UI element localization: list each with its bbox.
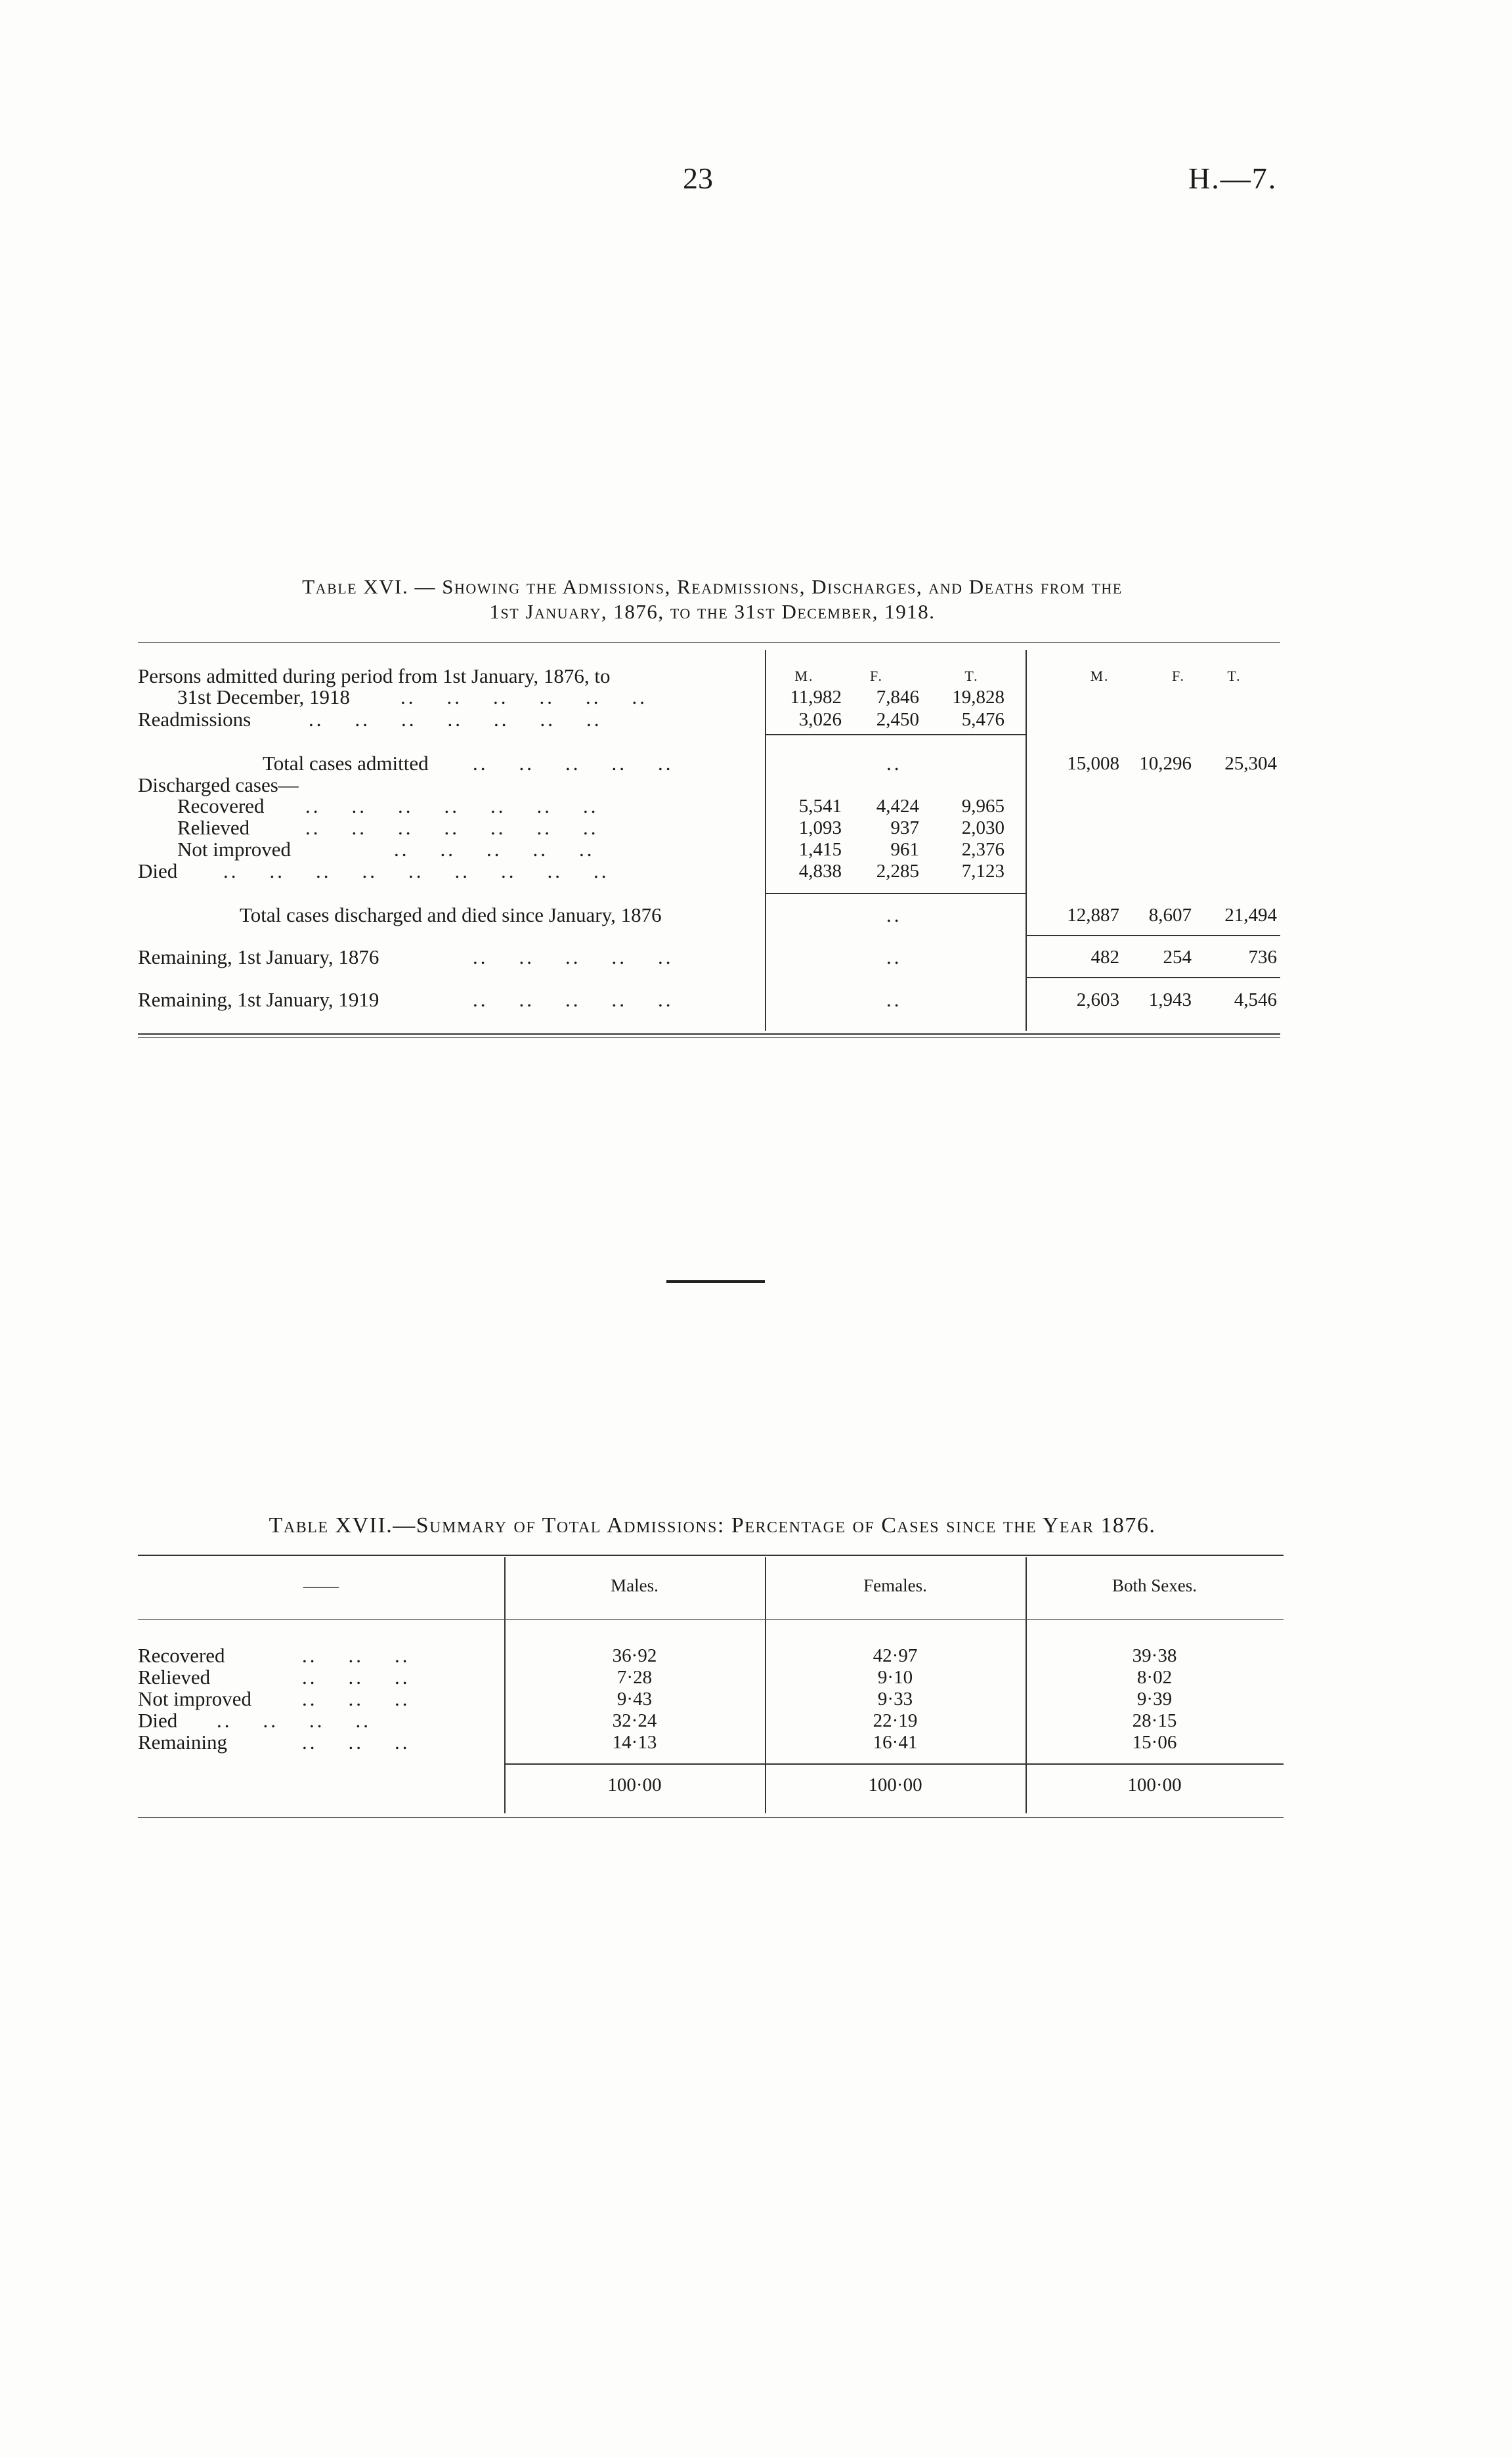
t17-both-value: 9·39 (1136, 1689, 1173, 1710)
t16-notimp-m: 1,415 (798, 839, 842, 860)
t17-both-value: 15·06 (1132, 1732, 1177, 1753)
t16-total-dis-m: 12,887 (1067, 905, 1119, 926)
t16-recovered-f: 4,424 (876, 796, 919, 817)
t17-males-value: 14·13 (612, 1732, 657, 1753)
table17-header-rule (138, 1619, 1284, 1620)
table16-title (138, 574, 1287, 624)
t17-total-males: 100·00 (607, 1775, 662, 1796)
t16-label-not-improved: Not improved (177, 838, 292, 861)
t16-died-m: 4,838 (798, 861, 842, 882)
t16-rem1919-t: 4,546 (1234, 989, 1277, 1010)
document-reference: H.—7. (1188, 162, 1278, 195)
t16-rem1876-m: 482 (1091, 947, 1119, 968)
leader-dots: .. .. .. (302, 1731, 410, 1754)
section-separator (666, 1280, 765, 1283)
leader-dots: .. .. .. (302, 1687, 410, 1710)
leader-dots: .. (886, 945, 902, 968)
t17-header-females: Females. (863, 1576, 927, 1595)
t16-recovered-t: 9,965 (961, 796, 1004, 817)
leader-dots: .. (886, 988, 902, 1011)
t16-notimp-t: 2,376 (961, 839, 1004, 860)
t16-total-adm-m: 15,008 (1067, 753, 1119, 774)
t16-label-readmissions: Readmissions (138, 708, 251, 731)
t16-died-t: 7,123 (961, 861, 1004, 882)
t17-males-value: 32·24 (612, 1710, 657, 1731)
leader-dots: .. .. .. .. .. (473, 945, 674, 968)
t16-total-dis-f: 8,607 (1148, 905, 1192, 926)
t17-total-both: 100·00 (1127, 1775, 1182, 1796)
t16-label-persons-admitted-1: Persons admitted during period from 1st January, 1876, to (138, 664, 611, 687)
leader-dots: .. (886, 903, 902, 926)
t16-col-m: M. (794, 668, 814, 684)
leader-dots: .. .. .. .. .. .. (400, 685, 647, 708)
t16-total-dis-t: 21,494 (1224, 905, 1277, 926)
table16-divider-1 (765, 650, 766, 1031)
t16-label-relieved: Relieved (177, 816, 250, 839)
t16-remaining-rule-1 (1026, 935, 1280, 936)
table16-divider-2 (1026, 650, 1027, 1031)
t17-males-value: 36·92 (612, 1645, 657, 1666)
t17-males-value: 9·43 (616, 1689, 653, 1710)
t17-header-blank: —— (303, 1576, 339, 1595)
t16-persons-f: 7,846 (876, 687, 919, 708)
leader-dots: .. .. .. .. .. .. .. (309, 708, 602, 731)
leader-dots: .. .. .. (302, 1666, 410, 1689)
t17-header-males: Males. (611, 1576, 659, 1595)
t16-readm-f: 2,450 (876, 709, 919, 730)
t16-relieved-m: 1,093 (798, 817, 842, 838)
t17-females-value: 9·33 (877, 1689, 913, 1710)
t16-discharged-rule (765, 893, 1026, 894)
t17-females-value: 9·10 (877, 1667, 913, 1688)
t16-readm-m: 3,026 (798, 709, 842, 730)
t16-rem1876-f: 254 (1163, 947, 1192, 968)
t17-row-label: Died (138, 1709, 178, 1732)
leader-dots: .. .. .. .. .. .. .. .. .. (223, 859, 609, 882)
t17-both-value: 39·38 (1132, 1645, 1177, 1666)
t17-both-value: 28·15 (1132, 1710, 1177, 1731)
leader-dots: .. .. .. .. .. .. .. (305, 794, 599, 817)
t17-both-value: 8·02 (1136, 1667, 1173, 1688)
t16-rem1919-m: 2,603 (1076, 989, 1119, 1010)
table16-top-rule (138, 642, 1280, 643)
t16-label-remaining-1919: Remaining, 1st January, 1919 (138, 988, 379, 1011)
t16-col-f2: F. (1172, 668, 1185, 684)
t16-readm-t: 5,476 (961, 709, 1004, 730)
leader-dots: .. .. .. .. (217, 1709, 371, 1732)
leader-dots: .. .. .. .. .. (473, 752, 674, 775)
t16-col-t2: T. (1227, 668, 1242, 684)
t16-persons-m: 11,982 (790, 687, 842, 708)
t17-females-value: 22·19 (873, 1710, 918, 1731)
t16-label-recovered: Recovered (177, 794, 265, 817)
table17-title: Table XVII.—Summary of Total Admissions: Percentage of Cases since the Year 1876. (269, 1513, 1156, 1538)
t16-died-f: 2,285 (876, 861, 919, 882)
t16-label-remaining-1876: Remaining, 1st January, 1876 (138, 945, 379, 968)
t17-females-value: 16·41 (873, 1732, 918, 1753)
t16-label-discharged: Discharged cases— (138, 773, 299, 796)
t17-row-label: Recovered (138, 1644, 225, 1667)
leader-dots: .. .. .. .. .. (394, 838, 595, 861)
page-number: 23 (683, 162, 713, 195)
t16-total-adm-t: 25,304 (1224, 753, 1277, 774)
t16-label-died: Died (138, 859, 178, 882)
t16-total-adm-f: 10,296 (1139, 753, 1192, 774)
t16-subtotal-rule (765, 734, 1026, 735)
t17-females-value: 42·97 (873, 1645, 918, 1666)
leader-dots: .. .. .. .. .. (473, 988, 674, 1011)
t16-rem1876-t: 736 (1248, 947, 1277, 968)
t16-col-t: T. (964, 668, 979, 684)
leader-dots: .. .. .. .. .. .. .. (305, 816, 599, 839)
t17-total-females: 100·00 (868, 1775, 922, 1796)
t17-header-both: Both Sexes. (1112, 1576, 1197, 1595)
t17-row-label: Not improved (138, 1687, 252, 1710)
table16-title-line2: 1st January, 1876, to the 31st December, 1918. (489, 600, 936, 623)
t16-label-total-admitted: Total cases admitted (263, 752, 429, 775)
t16-notimp-f: 961 (890, 839, 919, 860)
table16-title-line1: Table XVI. — Showing the Admissions, Readmissions, Discharges, and Deaths from the (302, 575, 1123, 598)
t16-col-f: F. (870, 668, 883, 684)
t16-label-persons-admitted-2: 31st December, 1918 (177, 685, 351, 708)
t17-row-label: Remaining (138, 1731, 228, 1754)
table17-top-rule (138, 1555, 1284, 1556)
t16-label-total-discharged: Total cases discharged and died since January, 1876 (240, 903, 662, 926)
table16-bottom-rule-2 (138, 1037, 1280, 1038)
t16-relieved-f: 937 (890, 817, 919, 838)
t16-col-m2: M. (1090, 668, 1110, 684)
table17-totals-rule (504, 1763, 1284, 1765)
t16-relieved-t: 2,030 (961, 817, 1004, 838)
t16-recovered-m: 5,541 (798, 796, 842, 817)
t16-remaining-rule-2 (1026, 977, 1280, 978)
t16-rem1919-f: 1,943 (1148, 989, 1192, 1010)
leader-dots: .. (886, 752, 902, 775)
table16-bottom-rule (138, 1033, 1280, 1035)
table17-bottom-rule (138, 1817, 1284, 1818)
t17-males-value: 7·28 (616, 1667, 653, 1688)
leader-dots: .. .. .. (302, 1644, 410, 1667)
t17-row-label: Relieved (138, 1666, 211, 1689)
t16-persons-t: 19,828 (952, 687, 1004, 708)
